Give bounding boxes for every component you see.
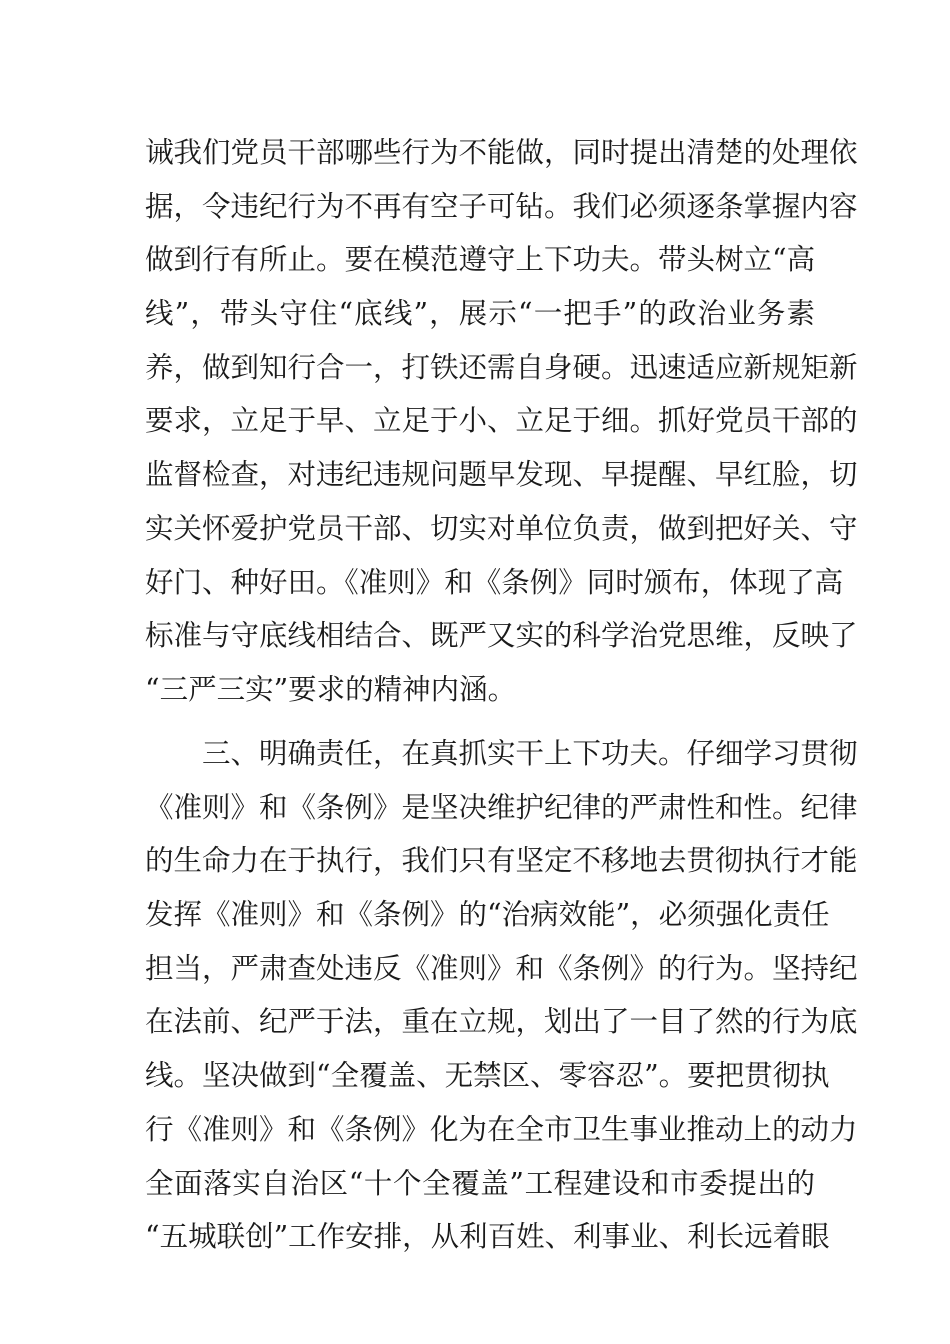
- paragraph-continuation: [145, 126, 858, 717]
- text-line: 做到行有所止。要在模范遵守上下功夫。带头树立“高: [145, 243, 816, 277]
- text-line: “五城联创”工作安排，从利百姓、利事业、利长远着眼: [145, 1220, 830, 1254]
- text-line: 的生命力在于执行，我们只有坚定不移地去贯彻执行才能: [145, 844, 858, 878]
- text-line: 要求，立足于早、立足于小、立足于细。抓好党员干部的: [145, 404, 858, 438]
- text-line: 在法前、纪严于法，重在立规，划出了一目了然的行为底: [145, 1005, 858, 1039]
- text-line: 好门、种好田。《准则》和《条例》同时颁布，体现了高: [145, 565, 844, 599]
- text-line: 线”，带头守住“底线”，展示“一把手”的政治业务素: [145, 297, 815, 331]
- text-line: “三严三实”要求的精神内涵。: [145, 672, 517, 706]
- text-line: 养，做到知行合一，打铁还需自身硬。迅速适应新规矩新: [145, 350, 858, 384]
- paragraph-section-three: [145, 727, 858, 1264]
- text-line: 实关怀爱护党员干部、切实对单位负责，做到把好关、守: [145, 511, 858, 545]
- text-line: 据，令违纪行为不再有空子可钻。我们必须逐条掌握内容: [145, 189, 858, 223]
- text-line: 诫我们党员干部哪些行为不能做，同时提出清楚的处理依: [145, 136, 858, 169]
- text-line: 《准则》和《条例》是坚决维护纪律的严肃性和性。纪律: [145, 790, 858, 824]
- text-line: 三、明确责任，在真抓实干上下功夫。仔细学习贯彻: [145, 737, 858, 770]
- text-line: 监督检查，对违纪违规问题早发现、早提醒、早红脸，切: [145, 458, 858, 492]
- text-line: 全面落实自治区“十个全覆盖”工程建设和市委提出的: [145, 1166, 815, 1200]
- text-line: 行《准则》和《条例》化为在全市卫生事业推动上的动力: [145, 1112, 858, 1146]
- text-line: 标准与守底线相结合、既严又实的科学治党思维，反映了: [145, 619, 858, 653]
- text-line: 担当，严肃查处违反《准则》和《条例》的行为。坚持纪: [145, 951, 858, 985]
- text-line: 发挥《准则》和《条例》的“治病效能”，必须强化责任: [145, 898, 830, 932]
- text-line: 线。坚决做到“全覆盖、无禁区、零容忍”。要把贯彻执: [145, 1059, 830, 1093]
